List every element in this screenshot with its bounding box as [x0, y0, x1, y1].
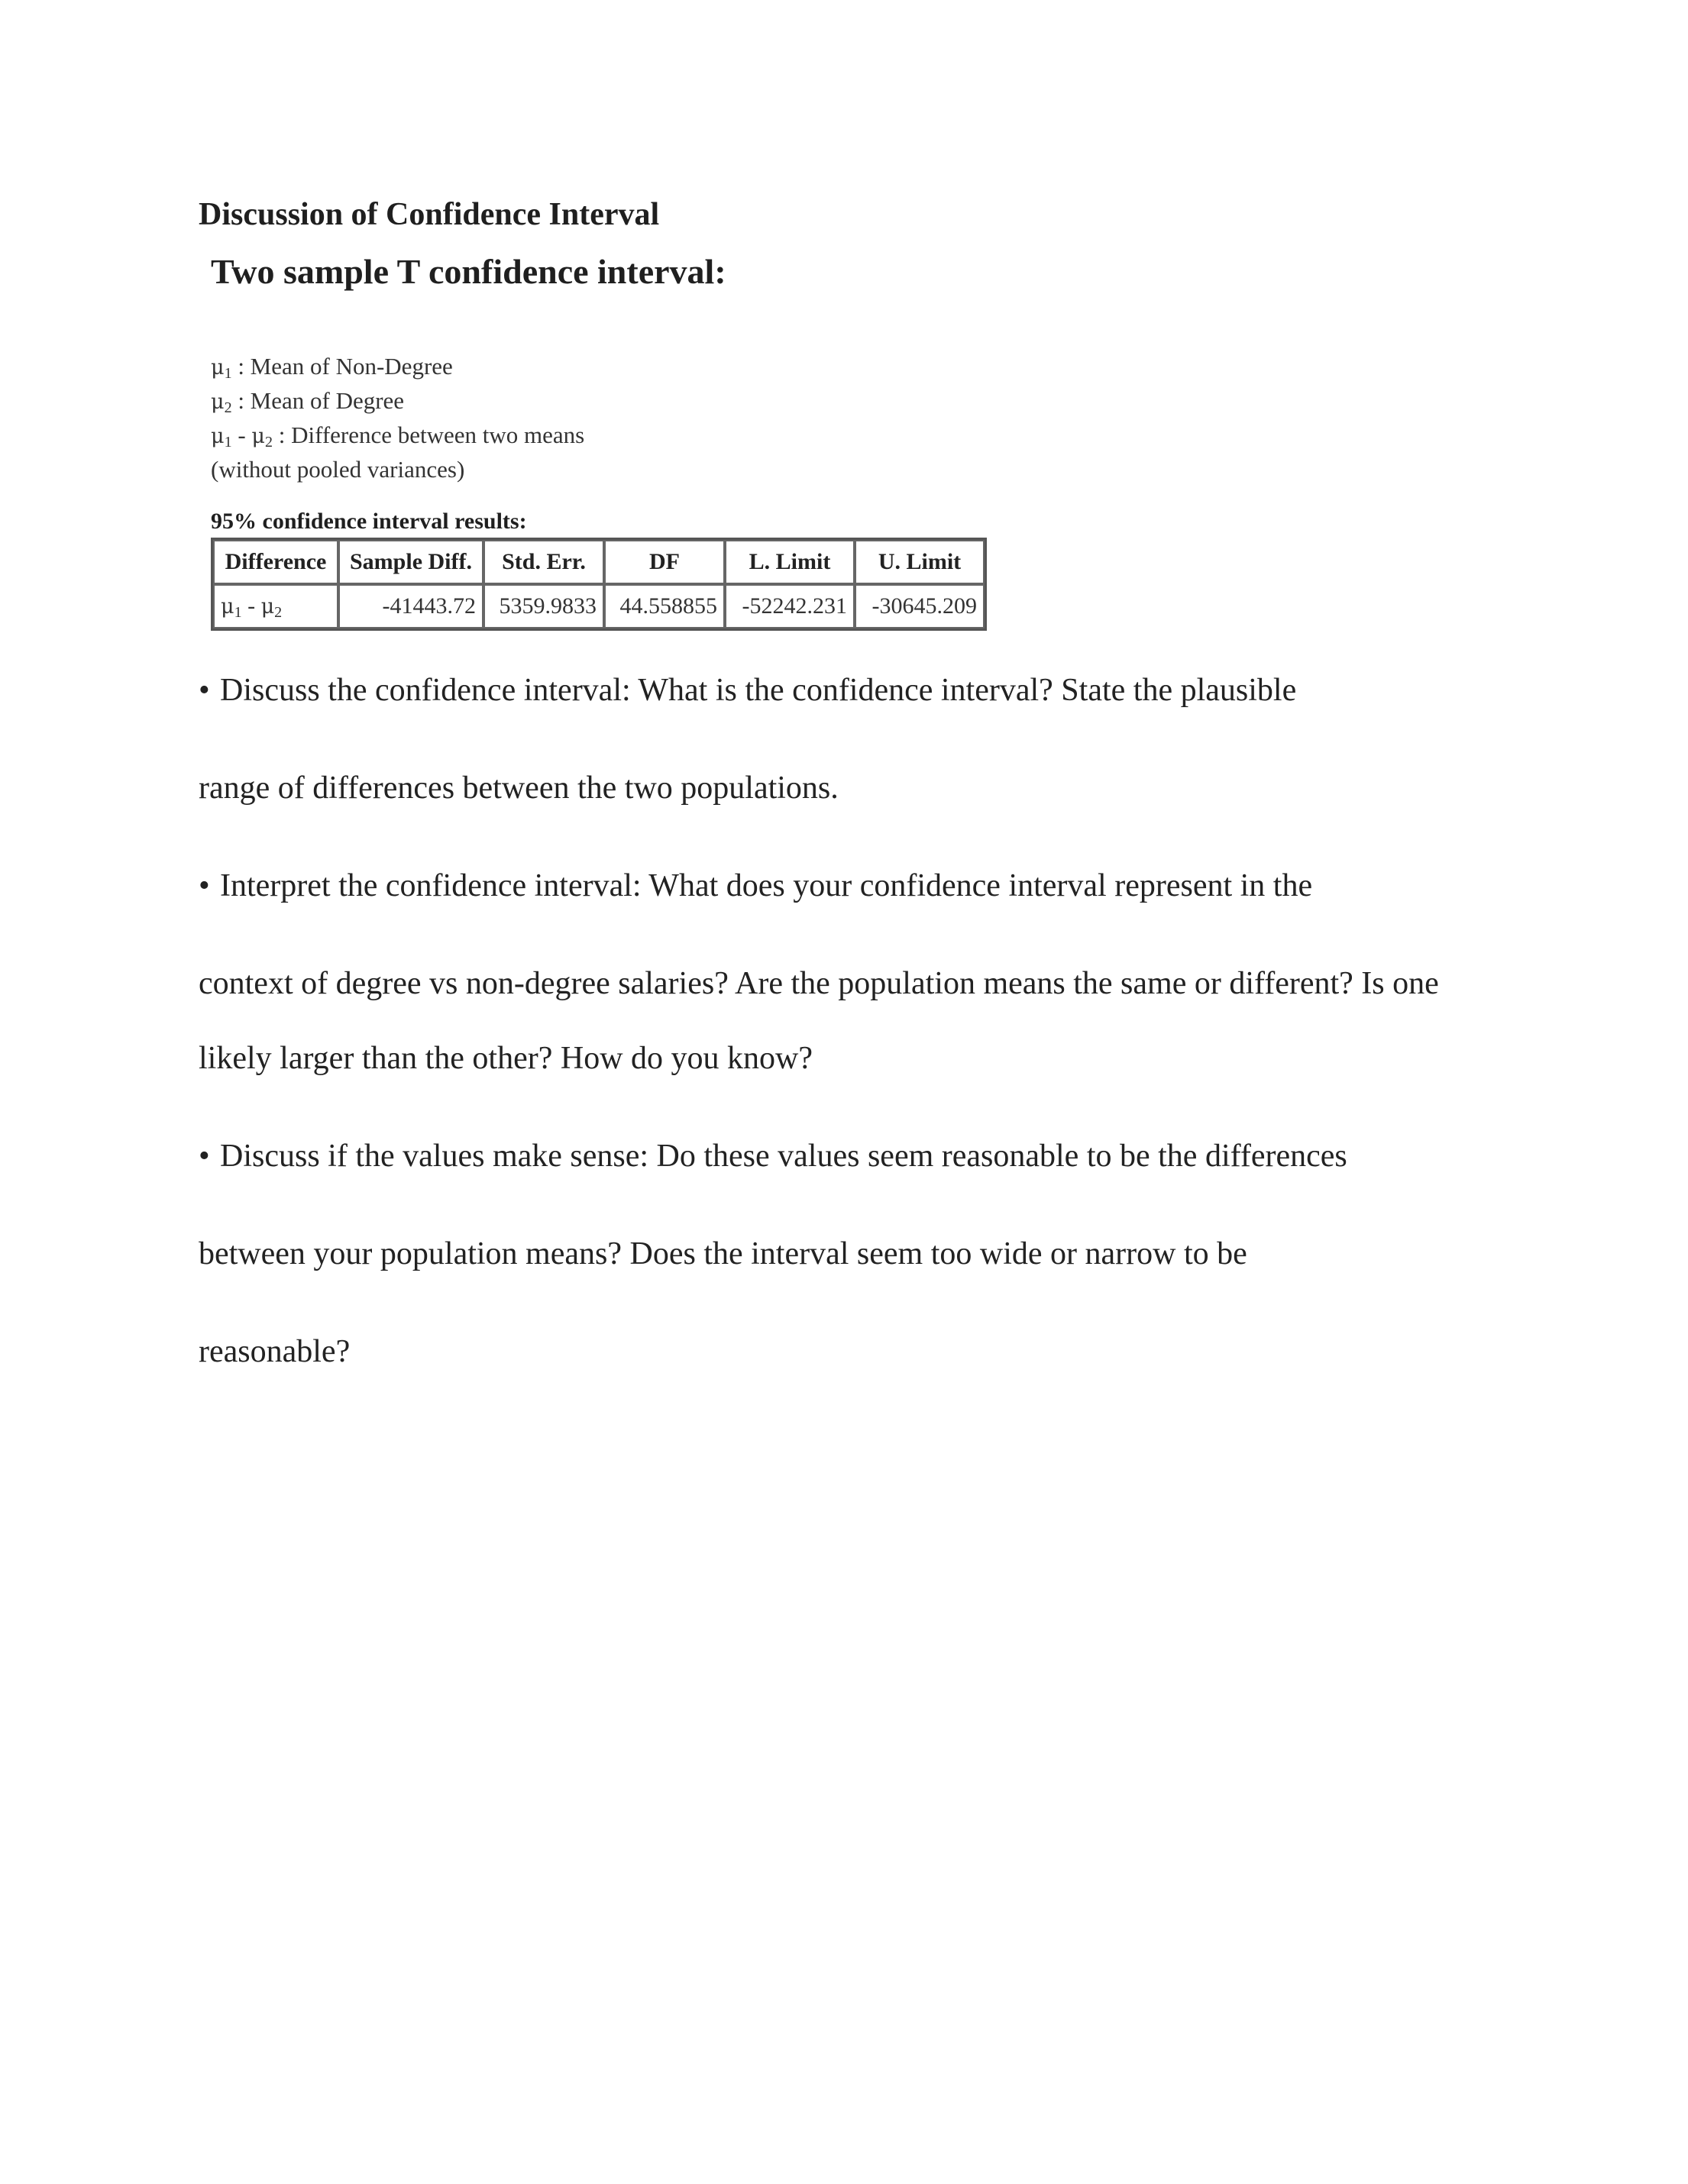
- prompt-line: context of degree vs non-degree salaries? Are the population means the same or different? Is one: [199, 966, 1439, 1001]
- prompt-text: Discuss the confidence interval: What is the confidence interval? State the plausible: [220, 673, 1297, 708]
- parameter-definitions: [211, 350, 584, 486]
- subscript: 1: [224, 434, 232, 451]
- prompt-line: range of differences between the two populations.: [199, 771, 839, 806]
- minus-sign: -: [241, 593, 261, 619]
- mu-symbol: μ: [211, 390, 225, 414]
- page-title: Discussion of Confidence Interval: [199, 197, 660, 232]
- header-sample-diff: Sample Diff.: [338, 540, 483, 584]
- header-l-limit: L. Limit: [725, 540, 855, 584]
- cell-std-err: 5359.9833: [483, 584, 604, 628]
- section-title: Two sample T confidence interval:: [211, 252, 726, 291]
- definition-mu2: [211, 384, 584, 418]
- bullet-marker: •: [199, 1139, 210, 1174]
- prompt-line: reasonable?: [199, 1334, 351, 1369]
- bullet-marker: •: [199, 868, 210, 903]
- prompt-line: [199, 672, 1296, 709]
- definition-text: : Mean of Non-Degree: [231, 353, 453, 380]
- cell-l-limit: -52242.231: [725, 584, 855, 628]
- results-caption: 95% confidence interval results:: [211, 509, 527, 534]
- prompt-line: [199, 867, 1312, 904]
- definition-difference: [211, 418, 584, 453]
- prompt-text: Interpret the confidence interval: What does your confidence interval represent in the: [220, 868, 1313, 903]
- header-df: DF: [604, 540, 725, 584]
- ci-results-table: [211, 538, 987, 631]
- minus-sign: -: [231, 422, 252, 448]
- mu-symbol: μ: [211, 425, 225, 448]
- mu-symbol: μ: [251, 425, 265, 448]
- subscript: 2: [224, 399, 232, 416]
- bullet-marker: •: [199, 673, 210, 708]
- subscript: 1: [224, 365, 232, 382]
- subscript: 2: [264, 434, 273, 451]
- header-u-limit: U. Limit: [855, 540, 985, 584]
- ci-output-block: [211, 250, 1005, 621]
- prompt-line: between your population means? Does the interval seem too wide or narrow to be: [199, 1236, 1247, 1271]
- definition-text: : Difference between two means: [272, 422, 585, 448]
- cell-difference: [213, 584, 338, 628]
- prompt-text: Discuss if the values make sense: Do these values seem reasonable to be the differences: [220, 1139, 1347, 1174]
- prompt-line: [199, 1138, 1347, 1174]
- table-header-row: [213, 540, 985, 584]
- header-difference: Difference: [213, 540, 338, 584]
- mu-symbol: μ: [221, 595, 234, 619]
- header-std-err: Std. Err.: [483, 540, 604, 584]
- cell-sample-diff: -41443.72: [338, 584, 483, 628]
- subscript: 1: [234, 604, 242, 621]
- mu-symbol: μ: [211, 356, 225, 380]
- cell-u-limit: -30645.209: [855, 584, 985, 628]
- definition-text: : Mean of Degree: [231, 387, 405, 414]
- pooled-note: (without pooled variances): [211, 456, 465, 483]
- definition-mu1: [211, 350, 584, 384]
- cell-df: 44.558855: [604, 584, 725, 628]
- subscript: 2: [274, 604, 283, 621]
- prompt-line: likely larger than the other? How do you know?: [199, 1041, 813, 1076]
- mu-symbol: μ: [260, 595, 275, 619]
- table-row: [213, 584, 985, 628]
